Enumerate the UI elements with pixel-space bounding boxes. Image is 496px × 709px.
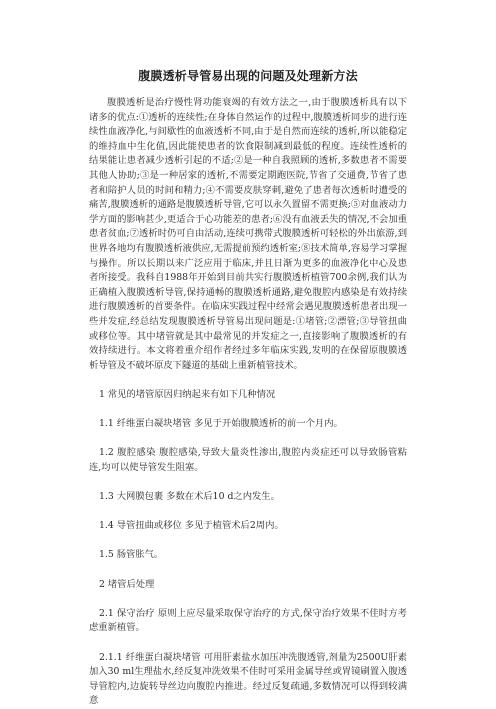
document-body <box>89 96 407 709</box>
intro-paragraph: 腹膜透析是治疗慢性肾功能衰竭的有效方法之一,由于腹膜透析具有以下诸多的优点:①透析的连续性;在身体自然运作的过程中,腹膜透析同步的进行连续性血液净化,与间歇性的血液透析不同,由于是自然而连续的透析,所以能稳定的维持血中生化值,因此能使患者的饮食限制减到最低的程度。连续性透析的结果能让患者减少透析引起的不适;②是一种自我照顾的透析,多数患者不需要其他人协助;③是一种居家的透析,不需要定期跑医院,节省了交通费,节省了患者和陪护人员的时间和精力;④不需要皮肤穿刺,避免了患者每次透析时遭受的痛苦,腹膜透析的通路是腹膜透析导管,它可以永久置留不需更换;⑤对血液动力学方面的影响甚少,更适合于心功能差的患者;⑥没有血液丢失的情况,不会加重患者贫血;⑦透析时仍可自由活动,连续可携带式腹膜透析可轻松的外出旅游,到世界各地均有腹膜透析液供应,无需提前预约透析室;⑧技术简单,容易学习掌握与操作。所以长期以来广泛应用于临床,并且日渐为更多的血液净化中心及患者所接受。我科自1988年开始到目前共实行腹膜透析植管700余例,我们认为正确植入腹膜透析导管,保持通畅的腹膜透析通路,避免腹腔内感染是有效持续进行腹膜透析的首要条件。在临床实践过程中经常会遇见腹膜透析患者出现一些并发症,经总结发现腹膜透析导管易出现问题是:①堵管;②漂管;③导管扭曲或移位等。其中堵管就是其中最常见的并发症之一,直接影响了腹膜透析的有效持续进行。本文将着重介绍作者经过多年临床实践,发明的在保留原腹膜透析导管及不破坏原皮下隧道的基础上重新植管技术。 <box>89 97 407 371</box>
subsection-2-1-1: 2.1.1 纤维蛋白凝块堵管 可用肝素盐水加压冲洗腹透管,剂量为2500U肝素加入30 ml生理盐水,经反复冲洗效果不佳时可采用金属导丝或胃镜刷置入腹透导管腔内,边旋转导丝边向腹腔内推进。经过反复疏通,多数情况可以得到较满意 <box>89 651 407 707</box>
subsection-1-3: 1.3 大网膜包裹 多数在术后10 d之内发生。 <box>99 491 280 503</box>
subsection-1-2: 1.2 腹腔感染 腹腔感染,导致大量炎性渗出,腹腔内炎症还可以导致肠管粘连,均可以使导管发生阻塞。 <box>89 447 407 473</box>
subsection-2-1: 2.1 保守治疗 原则上应尽量采取保守治疗的方式,保守治疗效果不佳时方考虑重新植管。 <box>89 607 407 634</box>
document-title: 腹膜透析导管易出现的问题及处理新方法 <box>138 69 358 83</box>
subsection-1-1: 1.1 纤维蛋白凝块堵管 多见于开始腹膜透析的前一个月内。 <box>99 418 343 430</box>
section-heading-2: 2 堵管后处理 <box>99 578 155 590</box>
subsection-1-5: 1.5 肠管胀气。 <box>99 549 164 561</box>
section-heading-1: 1 常见的堵管原因归纳起来有如下几种情况 <box>99 388 276 400</box>
subsection-1-4: 1.4 导管扭曲或移位 多见于植管术后2周内。 <box>99 520 284 532</box>
